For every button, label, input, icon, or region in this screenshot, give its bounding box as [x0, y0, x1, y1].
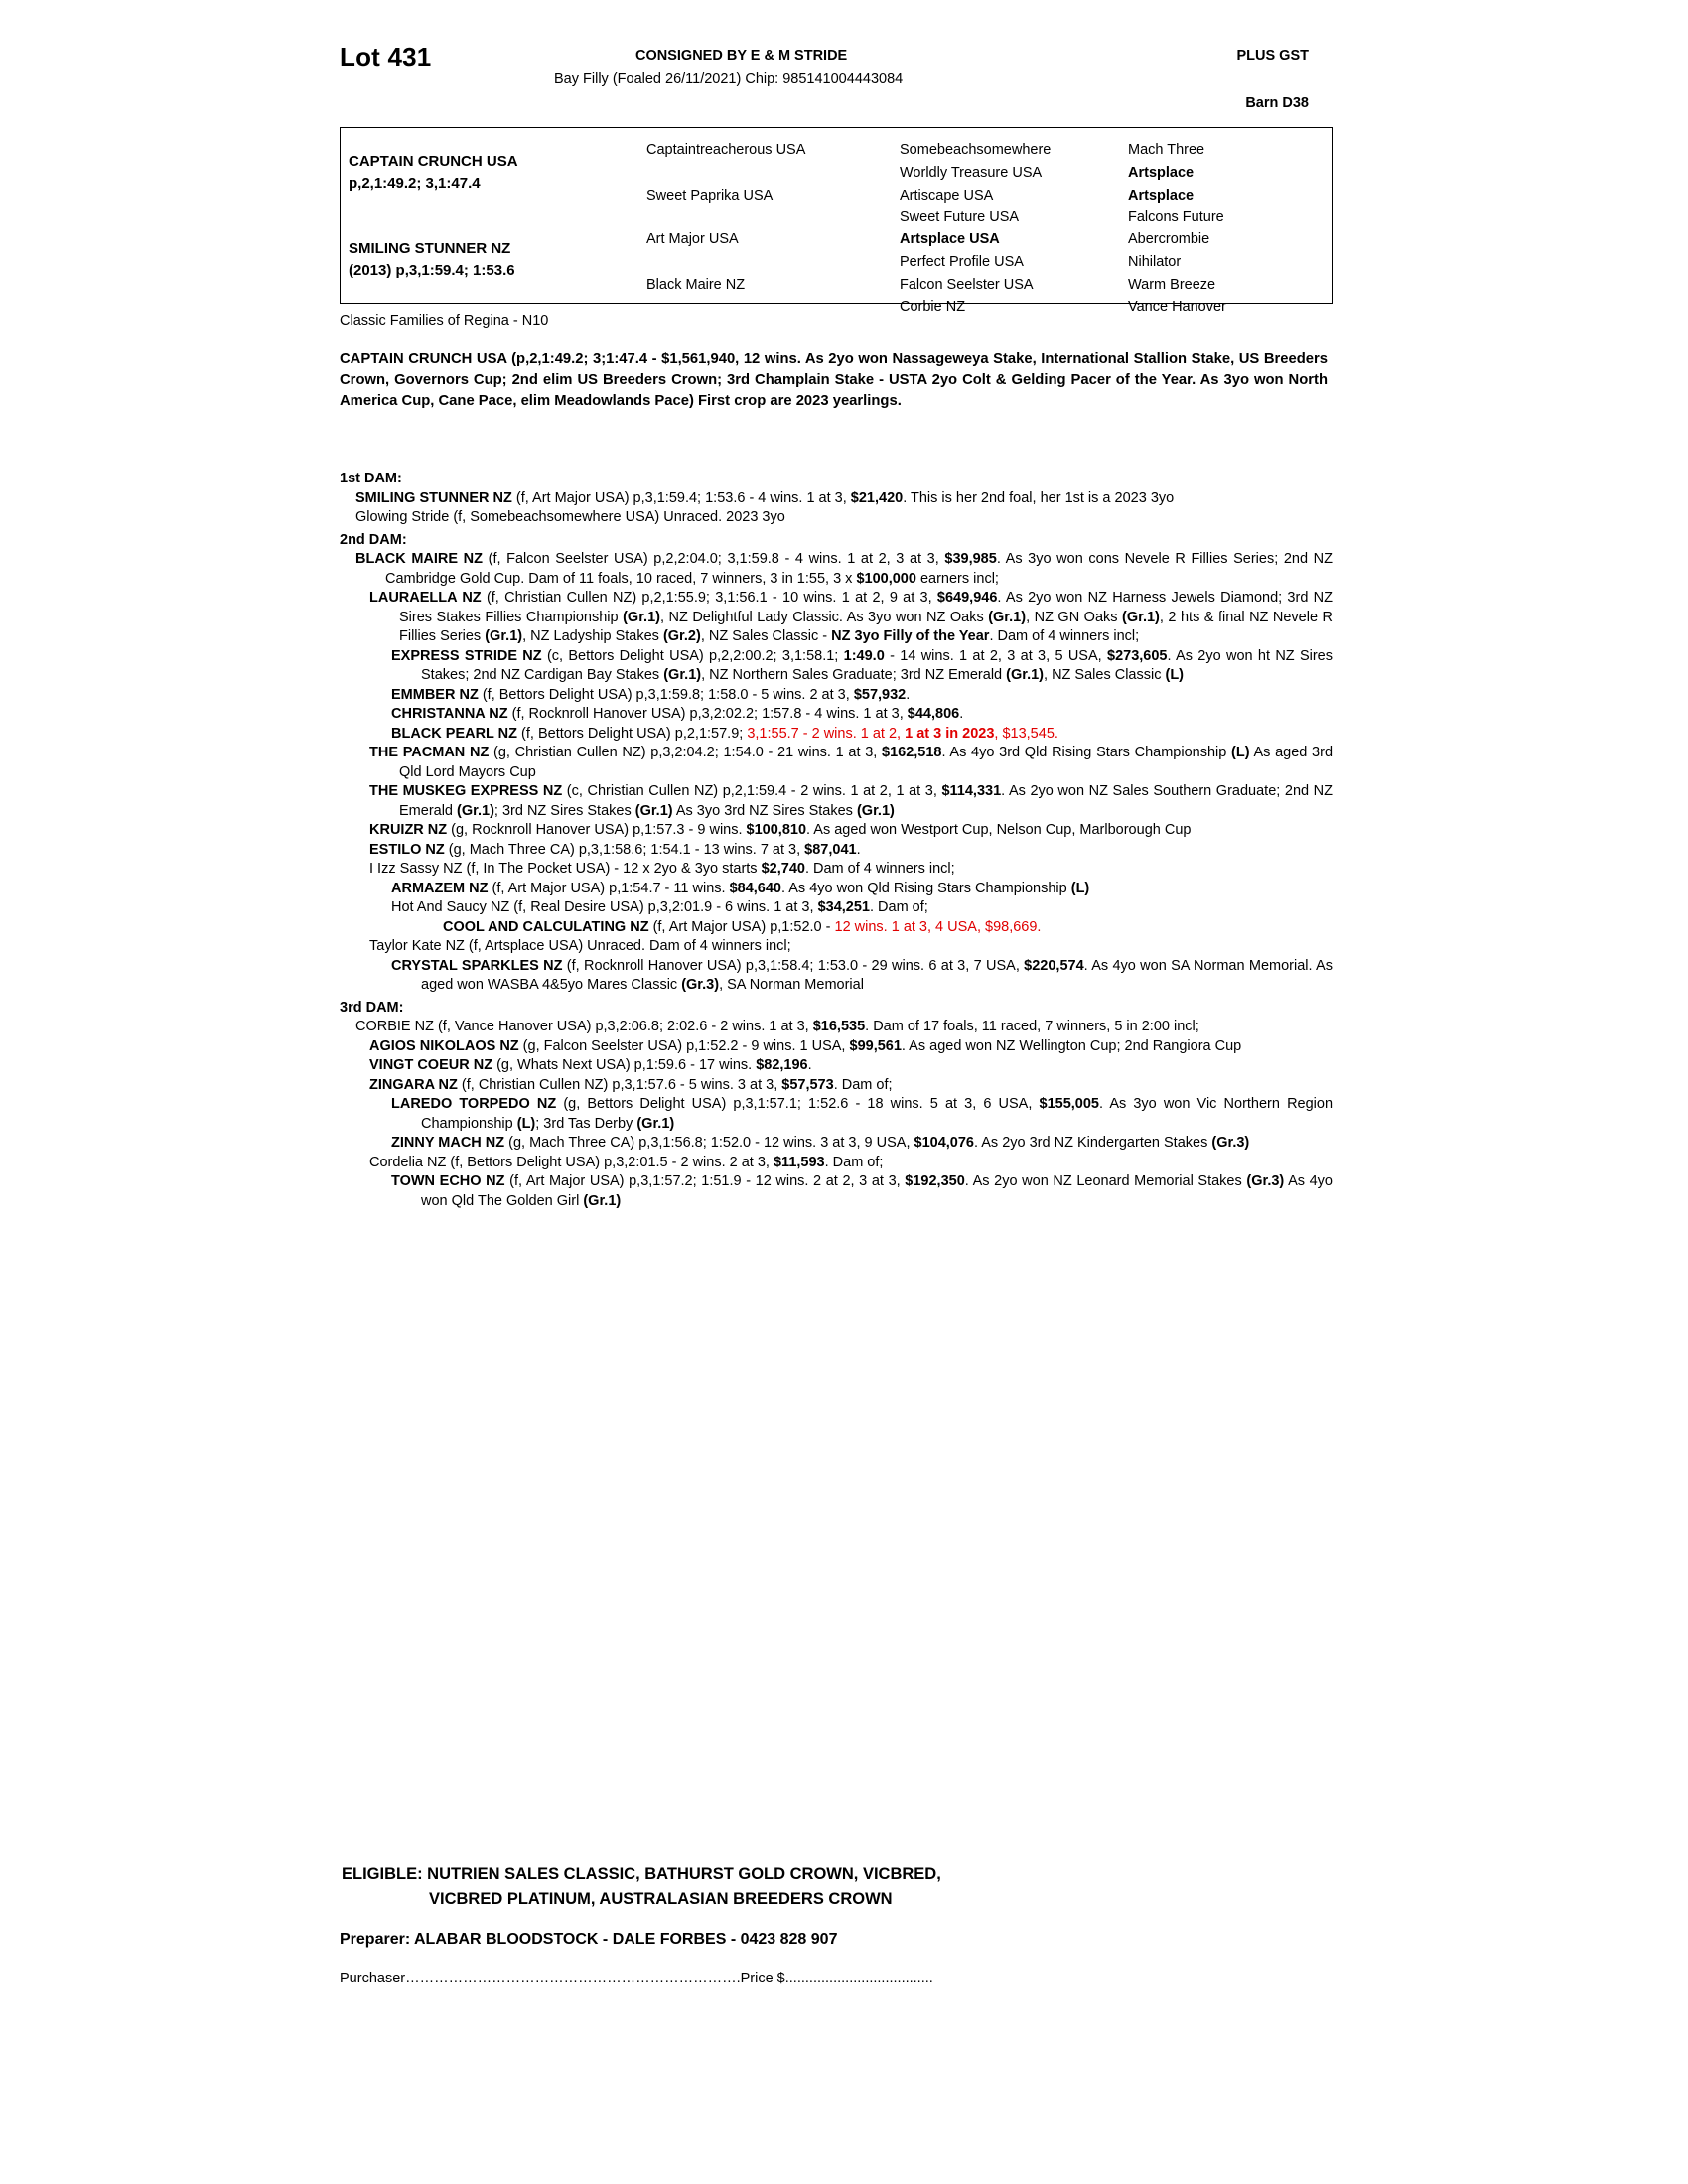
entry-name: KRUIZR NZ [369, 822, 448, 838]
pedigree-col-grandparents [638, 128, 892, 303]
pedigree-entry [340, 489, 1333, 509]
eligibility-line-2: VICBRED PLATINUM, AUSTRALASIAN BREEDERS CROWN [429, 1890, 893, 1908]
pedigree-entry [340, 686, 1333, 706]
page-header [338, 0, 1350, 111]
entry-text: (g, Whats Next USA) p,1:59.6 - 17 wins. $82,196. [492, 1057, 812, 1073]
entry-name: SMILING STUNNER NZ [355, 489, 512, 506]
pedigree-entry [340, 1037, 1333, 1057]
entry-name: COOL AND CALCULATING NZ [443, 918, 649, 935]
pedigree-entry [340, 898, 1333, 918]
pedigree-cell: Mach Three [1128, 142, 1205, 158]
consignor: CONSIGNED BY E & M STRIDE [635, 48, 848, 64]
entry-name: CHRISTANNA NZ [391, 706, 508, 722]
entry-text: (g, Mach Three CA) p,3,1:58.6; 1:54.1 - 13 wins. 7 at 3, $87,041. [444, 841, 861, 858]
pedigree-cell: Perfect Profile USA [900, 254, 1024, 270]
pedigree-cell: Warm Breeze [1128, 277, 1216, 293]
entry-text: Hot And Saucy NZ (f, Real Desire USA) p,3,2:01.9 - 6 wins. 1 at 3, $34,251. Dam of; [391, 899, 928, 915]
entry-highlight: 3,1:55.7 - 2 wins. 1 at 2, 1 at 3 in 2023, $13,545. [747, 725, 1058, 742]
family-line: Classic Families of Regina - N10 [340, 313, 549, 329]
pedigree-entry [340, 705, 1333, 725]
entry-name: THE MUSKEG EXPRESS NZ [369, 783, 563, 799]
entry-text: Glowing Stride (f, Somebeachsomewhere USA) Unraced. 2023 3yo [355, 509, 785, 525]
pedigree-entry [340, 782, 1333, 821]
pedigree-cell: Artsplace [1128, 165, 1195, 181]
pedigree-entry [340, 821, 1333, 841]
entry-text: (f, Art Major USA) p,1:54.7 - 11 wins. $84,640. As 4yo won Qld Rising Stars Championship (L) [488, 880, 1090, 896]
pedigree-cell: Vance Hanover [1128, 299, 1226, 315]
pedigree-entry [340, 957, 1333, 996]
pedigree-cell: Falcon Seelster USA [900, 277, 1034, 293]
entry-text: (c, Christian Cullen NZ) p,2,1:59.4 - 2 wins. 1 at 2, 1 at 3, $114,331. As 2yo won NZ Sales Southern Graduate; 2nd NZ Emerald (Gr.1); 3rd NZ Sires Stakes (Gr.1) As 3yo 3rd NZ Sires Stakes (Gr.1) [399, 783, 1333, 819]
pedigree-cell: Somebeachsomewhere [900, 142, 1052, 158]
pedigree-entry [340, 1076, 1333, 1096]
entry-name: ESTILO NZ [369, 841, 445, 858]
pedigree-cell: Worldly Treasure USA [900, 165, 1043, 181]
first-dam-heading: 1st DAM: [340, 471, 402, 486]
eligibility-line-1: ELIGIBLE: NUTRIEN SALES CLASSIC, BATHURST GOLD CROWN, VICBRED, [342, 1865, 941, 1883]
sire-name: CAPTAIN CRUNCH USA [349, 153, 518, 170]
entry-name: LAURAELLA NZ [369, 590, 482, 606]
pedigree-entry [340, 647, 1333, 686]
entry-text: (g, Mach Three CA) p,3,1:56.8; 1:52.0 - 12 wins. 3 at 3, 9 USA, $104,076. As 2yo 3rd NZ Kindergarten Stakes (Gr.3) [504, 1135, 1250, 1151]
purchaser-line: Purchaser…………………………………………………………….Price $..................................... [340, 1971, 933, 1986]
sire-record: p,2,1:49.2; 3,1:47.4 [349, 175, 481, 192]
entry-name: LAREDO TORPEDO NZ [391, 1096, 557, 1112]
entry-name: ZINNY MACH NZ [391, 1135, 505, 1151]
pedigree-entry [340, 589, 1333, 647]
pedigree-cell: Abercrombie [1128, 231, 1210, 247]
pedigree-entry [340, 550, 1333, 589]
preparer-line: Preparer: ALABAR BLOODSTOCK - DALE FORBES - 0423 828 907 [340, 1931, 838, 1948]
entry-name: THE PACMAN NZ [369, 745, 490, 760]
pedigree-entry [340, 860, 1333, 880]
first-dam-list [340, 489, 1333, 528]
pedigree-entry [340, 1018, 1333, 1037]
gst-note: PLUS GST [1236, 48, 1309, 64]
entry-text: Cordelia NZ (f, Bettors Delight USA) p,3,2:01.5 - 2 wins. 2 at 3, $11,593. Dam of; [369, 1154, 884, 1170]
pedigree-entry [340, 1154, 1333, 1173]
entry-text: (g, Rocknroll Hanover USA) p,1:57.3 - 9 wins. $100,810. As aged won Westport Cup, Nelson Cup, Marlborough Cup [447, 822, 1192, 838]
third-dam-heading: 3rd DAM: [340, 999, 404, 1016]
entry-name: BLACK PEARL NZ [391, 725, 518, 742]
entry-text: (f, Art Major USA) p,1:52.0 - [648, 918, 835, 935]
sire-paragraph: CAPTAIN CRUNCH USA (p,2,1:49.2; 3;1:47.4 - $1,561,940, 12 wins. As 2yo won Nassageweya Stake, International Stallion Stake, US Breeders Crown, Governors Cup; 2nd elim US Breeders Crown; 3rd Champlain Stake - USTA 2yo Colt & Gelding Pacer of the Year. As 3yo won North America Cup, Cane Pace, elim Meadowlands Pace) First crop are 2023 yearlings. [340, 351, 1328, 409]
entry-text: (f, Christian Cullen NZ) p,3,1:57.6 - 5 wins. 3 at 3, $57,573. Dam of; [457, 1076, 893, 1093]
pedigree-cell: Captaintreacherous USA [646, 142, 806, 158]
pedigree-entry [340, 1056, 1333, 1076]
entry-text: (f, Art Major USA) p,3,1:59.4; 1:53.6 - 4 wins. 1 at 3, $21,420. This is her 2nd foal, her 1st is a 2023 3yo [511, 489, 1175, 506]
eligibility-block [340, 1862, 1333, 1912]
entry-name: EMMBER NZ [391, 686, 479, 703]
entry-name: CRYSTAL SPARKLES NZ [391, 957, 563, 974]
entry-text: (c, Bettors Delight USA) p,2,2:00.2; 3,1:58.1; 1:49.0 - 14 wins. 1 at 2, 3 at 3, 5 USA, $273,605. As 2yo won ht NZ Sires Stakes; 2nd NZ Cardigan Bay Stakes (Gr.1), NZ Northern Sales Graduate; 3rd NZ Emerald (Gr.1), NZ Sales Classic (L) [421, 647, 1333, 683]
pedigree-cell: Sweet Future USA [900, 209, 1020, 225]
pedigree-entry [340, 841, 1333, 861]
lot-number: Lot 431 [340, 42, 432, 71]
second-dam-list [340, 550, 1333, 996]
entry-text: (f, Falcon Seelster USA) p,2,2:04.0; 3,1:59.8 - 4 wins. 1 at 2, 3 at 3, $39,985. As 3yo won cons Nevele R Fillies Series; 2nd NZ Cambridge Gold Cup. Dam of 11 foals, 10 raced, 7 winners, 3 in 1:55, 3 x $100,000 earners incl; [385, 551, 1333, 587]
pedigree-entry [340, 508, 1333, 528]
pedigree-cell: Sweet Paprika USA [646, 188, 774, 204]
entry-text: (g, Falcon Seelster USA) p,1:52.2 - 9 wins. 1 USA, $99,561. As aged won NZ Wellington Cup; 2nd Rangiora Cup [518, 1037, 1242, 1054]
entry-text: Taylor Kate NZ (f, Artsplace USA) Unraced. Dam of 4 winners incl; [369, 938, 791, 954]
pedigree-cell: Artsplace USA [900, 231, 1000, 247]
pedigree-cell: Corbie NZ [900, 299, 966, 315]
entry-text: (g, Christian Cullen NZ) p,3,2:04.2; 1:54.0 - 21 wins. 1 at 3, $162,518. As 4yo 3rd Qld Rising Stars Championship (L) As aged 3rd Qld Lord Mayors Cup [399, 745, 1334, 780]
catalogue-page [338, 0, 1350, 2184]
pedigree-cell: Art Major USA [646, 231, 739, 247]
entry-text: (f, Bettors Delight USA) p,3,1:59.8; 1:58.0 - 5 wins. 2 at 3, $57,932. [478, 686, 911, 703]
pedigree-entry [340, 1095, 1333, 1134]
entry-text: (f, Rocknroll Hanover USA) p,3,1:58.4; 1:53.0 - 29 wins. 6 at 3, 7 USA, $220,574. As 4yo won SA Norman Memorial. As aged won WASBA 4&5yo Mares Classic (Gr.3), SA Norman Memorial [421, 957, 1333, 993]
pedigree-entry [340, 725, 1333, 745]
entry-name: ARMAZEM NZ [391, 880, 489, 896]
pedigree-cell: Falcons Future [1128, 209, 1224, 225]
pedigree-col-great-grandparents [892, 128, 1120, 315]
pedigree-body [340, 467, 1333, 1211]
pedigree-entry [340, 937, 1333, 957]
entry-name: AGIOS NIKOLAOS NZ [369, 1037, 519, 1054]
entry-text: I Izz Sassy NZ (f, In The Pocket USA) - 12 x 2yo & 3yo starts $2,740. Dam of 4 winners incl; [369, 861, 955, 877]
dam-record: (2013) p,3,1:59.4; 1:53.6 [349, 262, 515, 279]
second-dam-heading: 2nd DAM: [340, 531, 407, 548]
foaling-details: Bay Filly (Foaled 26/11/2021) Chip: 985141004443084 [554, 71, 904, 87]
pedigree-col-parents [341, 128, 638, 303]
third-dam-list [340, 1018, 1333, 1211]
pedigree-cell: Artsplace [1128, 188, 1195, 204]
pedigree-table [340, 127, 1333, 315]
pedigree-entry [340, 880, 1333, 899]
entry-text: (g, Bettors Delight USA) p,3,1:57.1; 1:52.6 - 18 wins. 5 at 3, 6 USA, $155,005. As 3yo won Vic Northern Region Championship (L); 3rd Tas Derby (Gr.1) [421, 1096, 1334, 1132]
dam-name: SMILING STUNNER NZ [349, 240, 511, 257]
entry-name: VINGT COEUR NZ [369, 1057, 493, 1073]
pedigree-col-4th-gen [1120, 128, 1334, 315]
entry-highlight: 12 wins. 1 at 3, 4 USA, $98,669. [834, 918, 1042, 935]
entry-text: (f, Art Major USA) p,3,1:57.2; 1:51.9 - 12 wins. 2 at 2, 3 at 3, $192,350. As 2yo won NZ Leonard Memorial Stakes (Gr.3) As 4yo won Qld The Golden Girl (Gr.1) [421, 1173, 1333, 1209]
entry-text: CORBIE NZ (f, Vance Hanover USA) p,3,2:06.8; 2:02.6 - 2 wins. 1 at 3, $16,535. Dam of 17 foals, 11 raced, 7 winners, 5 in 2:00 incl; [355, 1019, 1199, 1034]
entry-name: ZINGARA NZ [369, 1076, 458, 1093]
entry-name: BLACK MAIRE NZ [355, 551, 484, 567]
entry-name: EXPRESS STRIDE NZ [391, 647, 542, 664]
pedigree-cell: Nihilator [1128, 254, 1182, 270]
pedigree-entry [340, 1172, 1333, 1211]
pedigree-entry [340, 918, 1333, 938]
entry-name: TOWN ECHO NZ [391, 1173, 505, 1189]
barn-label: Barn D38 [1245, 95, 1309, 111]
pedigree-entry [340, 1134, 1333, 1154]
entry-text: (f, Bettors Delight USA) p,2,1:57.9; [517, 725, 748, 742]
pedigree-cell: Artiscape USA [900, 188, 994, 204]
entry-text: (f, Christian Cullen NZ) p,2,1:55.9; 3,1:56.1 - 10 wins. 1 at 2, 9 at 3, $649,946. As 2yo won NZ Harness Jewels Diamond; 3rd NZ Sires Stakes Fillies Championship (Gr.1), NZ Delightful Lady Classic. As 3yo won NZ Oaks (Gr.1), NZ GN Oaks (Gr.1), 2 hts & final NZ Nevele R Fillies Series (Gr.1), NZ Ladyship Stakes (Gr.2), NZ Sales Classic - NZ 3yo Filly of the Year. Dam of 4 winners incl; [399, 590, 1334, 644]
pedigree-entry [340, 744, 1333, 782]
pedigree-cell: Black Maire NZ [646, 277, 746, 293]
entry-text: (f, Rocknroll Hanover USA) p,3,2:02.2; 1:57.8 - 4 wins. 1 at 3, $44,806. [507, 706, 964, 722]
